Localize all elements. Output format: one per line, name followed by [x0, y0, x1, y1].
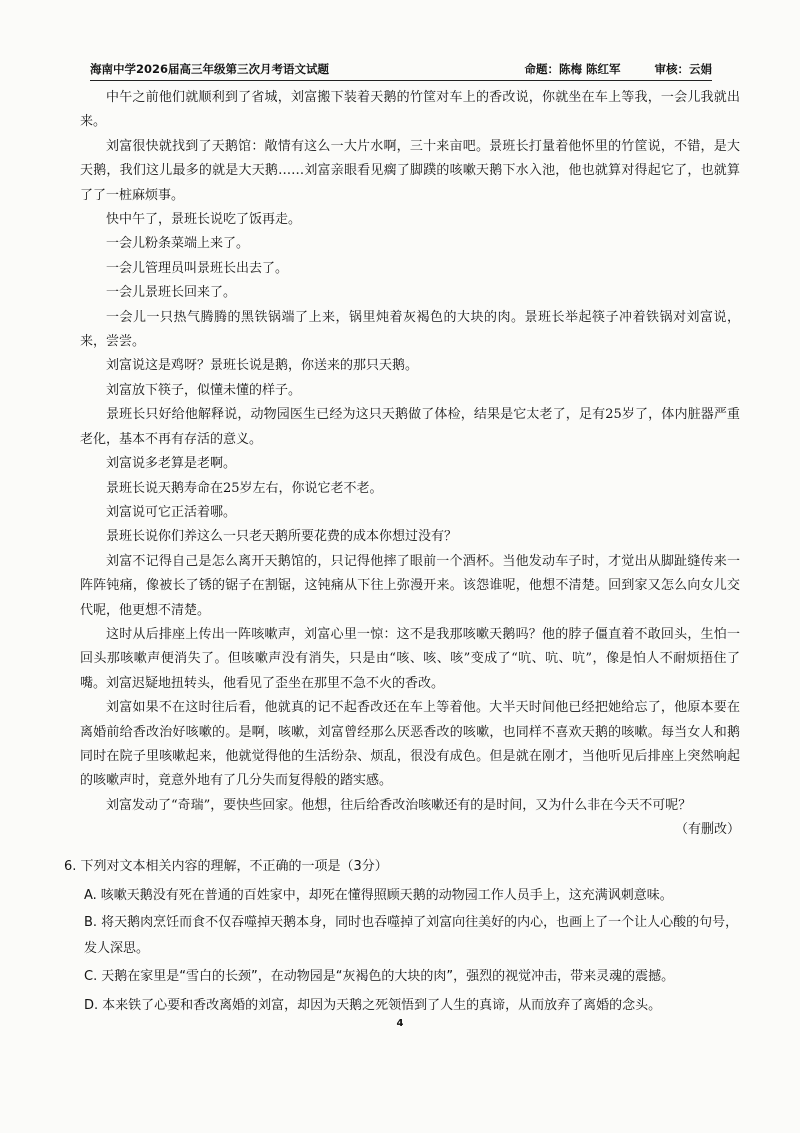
reviewer-label: 审核：	[654, 62, 689, 76]
edit-note: （有删改）	[674, 822, 740, 838]
option-text: 天鹅在家里是“雪白的长颈”，在动物园是“灰褐色的大块的肉”，强烈的视觉冲击，带来灵魂的震撼。	[101, 969, 675, 984]
page-header	[90, 56, 712, 81]
question-stem: 6. 下列对文本相关内容的理解，不正确的一项是（3分）	[64, 859, 388, 874]
option-text: 将天鹅肉烹饪而食不仅吞噬掉天鹅本身，同时也吞噬掉了刘富向往美好的内心，也画上了一个让人心酸的句号，发人深思。	[84, 915, 739, 956]
paragraph: 一会儿粉条菜端上来了。	[106, 236, 250, 252]
passage	[80, 86, 740, 843]
paragraph: 刘富说这是鸡呀？景班长说是鹅，你送来的那只天鹅。	[106, 358, 419, 374]
paragraph: 刘富说多老算是老啊。	[106, 456, 237, 472]
option-b[interactable]	[84, 910, 740, 962]
exam-title: 海南中学2026届高三年级第三次月考语文试题	[90, 62, 330, 76]
option-c[interactable]	[84, 962, 740, 991]
option-text: 本来铁了心要和香改离婚的刘富，却因为天鹅之死领悟到了人生的真谛，从而放弃了离婚的念头。	[102, 998, 662, 1013]
paragraph: 刘富放下筷子，似懂未懂的样子。	[106, 382, 302, 398]
option-a[interactable]	[84, 881, 740, 910]
paragraph: 一会儿景班长回来了。	[106, 285, 237, 301]
paragraph: 刘富很快就找到了天鹅馆：敞情有这么一大片水啊，三十来亩吧。景班长打量着他怀里的竹筐说，不错，是大天鹅，我们这儿最多的就是大天鹅……刘富亲眼看见瘸了脚蹼的咳嗽天鹅下水入池，他也就算对得起它了，也就算了了一桩麻烦事。	[80, 138, 740, 203]
paragraph: 刘富不记得自己是怎么离开天鹅馆的，只记得他摔了眼前一个酒杯。当他发动车子时，才觉出从脚趾缝传来一阵阵钝痛，像被长了锈的锯子在割锯，这钝痛从下往上弥漫开来。该怨谁呢，他想不清楚。回到家又怎么向女儿交代呢，他更想不清楚。	[80, 553, 740, 618]
reviewer: 云娟	[689, 62, 712, 76]
paragraph: 一会儿一只热气腾腾的黑铁锅端了上来，锅里炖着灰褐色的大块的肉。景班长举起筷子冲着铁锅对刘富说，来，尝尝。	[80, 309, 740, 350]
paragraph: 景班长说天鹅寿命在25岁左右，你说它老不老。	[106, 480, 383, 496]
option-text: 咳嗽天鹅没有死在普通的百姓家中，却死在懂得照顾天鹅的动物园工作人员手上，这充满讽刺意味。	[100, 888, 673, 903]
paragraph: 刘富说可它正活着哪。	[106, 504, 237, 520]
setters: 陈梅 陈红军	[558, 62, 621, 76]
option-label: D.	[84, 998, 99, 1013]
page-number: 4	[396, 1018, 404, 1029]
paragraph: 景班长说你们养这么一只老天鹅所要花费的成本你想过没有？	[106, 529, 458, 545]
header-credits	[518, 61, 712, 77]
paragraph: 景班长只好给他解释说，动物园医生已经为这只天鹅做了体检，结果是它太老了，足有25岁了，体内脏器严重老化，基本不再有存活的意义。	[80, 407, 740, 447]
question-6	[64, 852, 740, 1020]
setter-label: 命题：	[524, 62, 559, 76]
paragraph: 刘富发动了“奇瑞”，要快些回家。他想，往后给香改治咳嗽还有的是时间，又为什么非在今天不可呢？	[106, 797, 692, 813]
paragraph: 一会儿管理员叫景班长出去了。	[106, 260, 289, 276]
option-label: C.	[84, 969, 98, 984]
option-label: B.	[84, 915, 98, 930]
option-label: A.	[84, 888, 97, 903]
paragraph: 这时从后排座上传出一阵咳嗽声，刘富心里一惊：这不是我那咳嗽天鹅吗？他的脖子僵直着不敢回头，生怕一回头那咳嗽声便消失了。但咳嗽声没有消失，只是由“咳、咳、咳”变成了“吭、吭、吭”，像是怕人不耐烦捂住了嘴。刘富迟疑地扭转头，他看见了歪坐在那里不急不火的香改。	[80, 626, 740, 691]
option-d[interactable]	[84, 991, 740, 1020]
paragraph: 刘富如果不在这时往后看，他就真的记不起香改还在车上等着他。大半天时间他已经把她给忘了，他原本要在离婚前给香改治好咳嗽的。是啊，咳嗽，刘富曾经那么厌恶香改的咳嗽，也同样不喜欢天鹅的咳嗽。每当女人和鹅同时在院子里咳嗽起来，他就觉得他的生活纷杂、烦乱，很没有成色。但是就在刚才，当他听见后排座上突然响起的咳嗽声时，竟意外地有了几分失而复得般的踏实感。	[80, 700, 740, 789]
paragraph: 快中午了，景班长说吃了饭再走。	[106, 212, 302, 228]
paragraph: 中午之前他们就顺利到了省城，刘富搬下装着天鹅的竹筐对车上的香改说，你就坐在车上等我，一会儿我就出来。	[80, 90, 740, 130]
